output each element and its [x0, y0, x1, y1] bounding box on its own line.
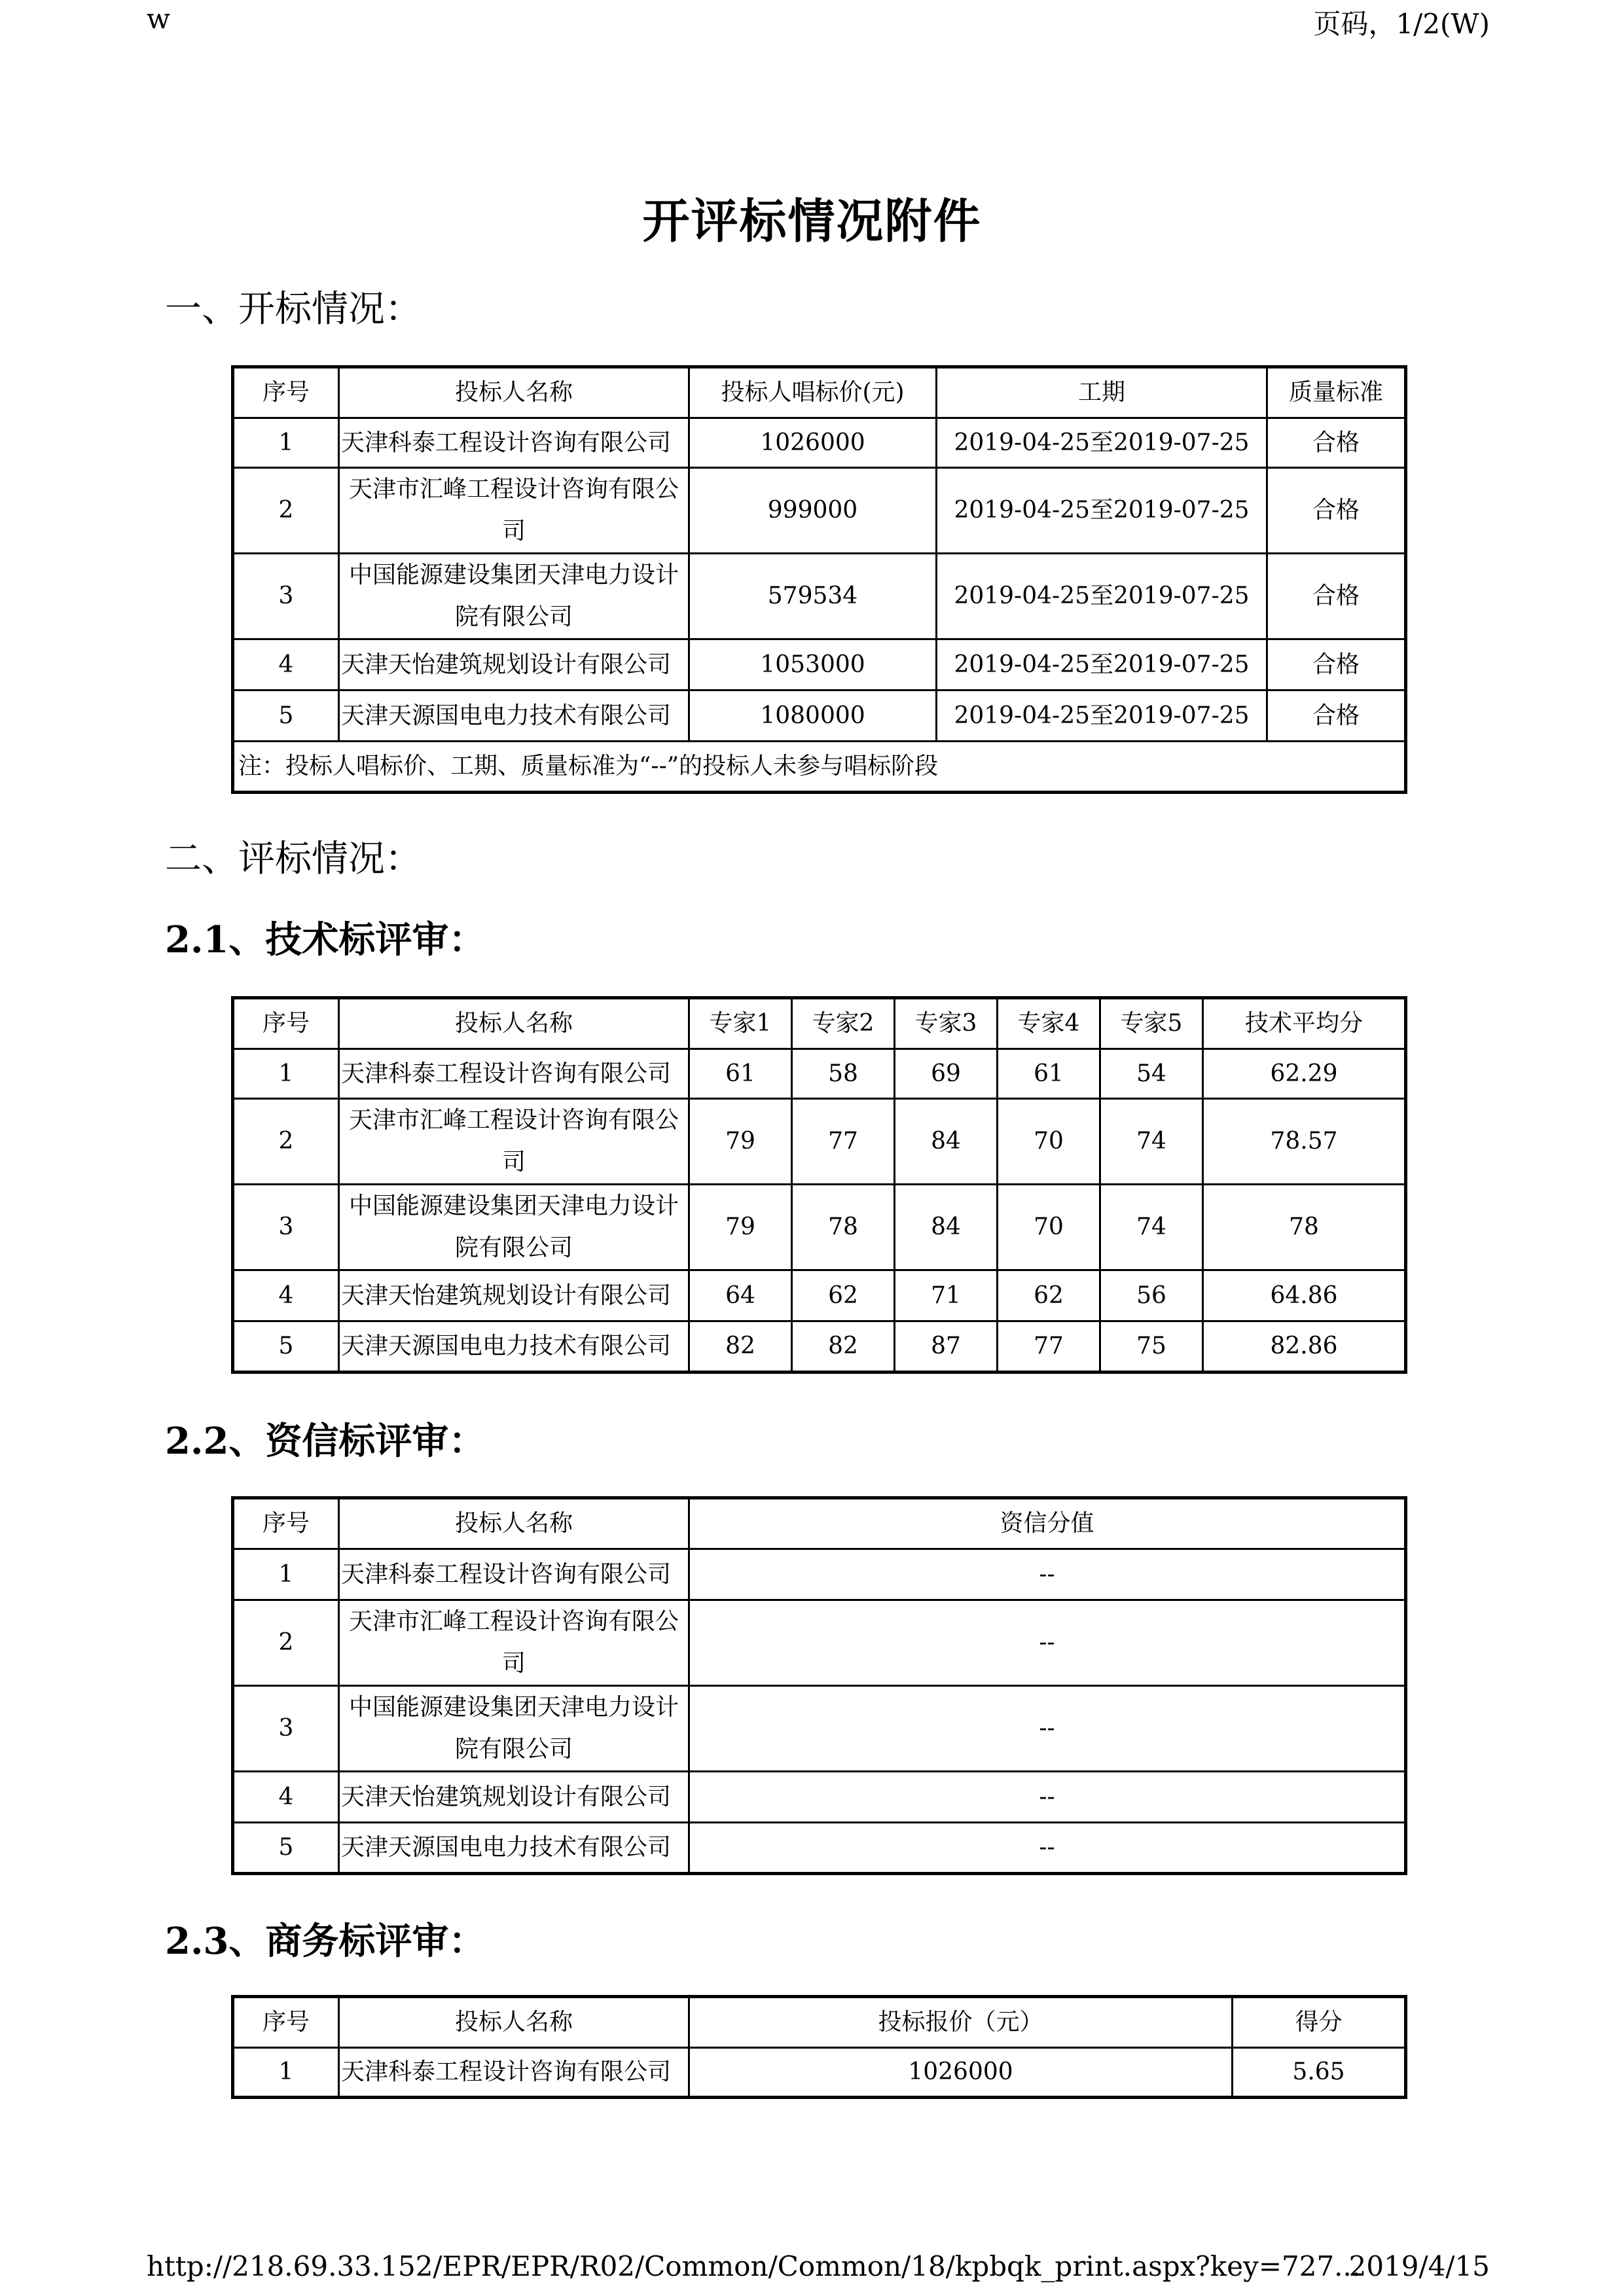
expert-score: 84: [895, 1099, 998, 1185]
bidder-name: 天津天怡建筑规划设计有限公司: [339, 1270, 689, 1321]
table-row: [233, 468, 1406, 554]
credit-score: --: [689, 1772, 1406, 1823]
table-header-row: [233, 1997, 1406, 2048]
bidder-name: 天津市汇峰工程设计咨询有限公司: [339, 1600, 689, 1686]
expert-score: 62: [998, 1270, 1100, 1321]
column-header: 投标人名称: [339, 1997, 689, 2048]
note-row: [233, 742, 1406, 793]
row-index: 2: [233, 468, 339, 554]
table-row: [233, 1185, 1406, 1270]
expert-score: 62: [792, 1270, 895, 1321]
average-score: 64.86: [1203, 1270, 1406, 1321]
row-index: 2: [233, 1600, 339, 1686]
quality-standard: 合格: [1267, 468, 1406, 554]
row-index: 3: [233, 1686, 339, 1772]
bid-price: 999000: [689, 468, 937, 554]
bidder-name: 天津天源国电电力技术有限公司: [339, 1321, 689, 1372]
section-credit-heading: 2.2、资信标评审：: [165, 1420, 486, 1463]
bid-price: 1080000: [689, 691, 937, 742]
expert-score: 69: [895, 1049, 998, 1099]
column-header: 技术平均分: [1203, 998, 1406, 1049]
row-index: 4: [233, 639, 339, 691]
bid-price: 1053000: [689, 639, 937, 691]
column-header: 工期: [937, 367, 1267, 418]
average-score: 82.86: [1203, 1321, 1406, 1372]
section-bid-opening-heading: 一、开标情况：: [165, 288, 422, 331]
expert-score: 75: [1100, 1321, 1203, 1372]
technical-review-table: [231, 996, 1407, 1374]
expert-score: 79: [689, 1185, 792, 1270]
expert-score: 61: [689, 1049, 792, 1099]
bidder-name: 天津天源国电电力技术有限公司: [339, 1823, 689, 1874]
row-index: 4: [233, 1270, 339, 1321]
expert-score: 82: [792, 1321, 895, 1372]
column-header: 专家4: [998, 998, 1100, 1049]
bid-price: 579534: [689, 554, 937, 639]
quality-standard: 合格: [1267, 554, 1406, 639]
bidder-name: 中国能源建设集团天津电力设计院有限公司: [339, 1185, 689, 1270]
credit-score: --: [689, 1549, 1406, 1600]
table-row: [233, 554, 1406, 639]
table-row: [233, 691, 1406, 742]
table-row: [233, 2048, 1406, 2098]
expert-score: 74: [1100, 1185, 1203, 1270]
table-row: [233, 1823, 1406, 1874]
row-index: 2: [233, 1099, 339, 1185]
column-header: 序号: [233, 998, 339, 1049]
credit-review-table: [231, 1496, 1407, 1875]
bidder-name: 天津科泰工程设计咨询有限公司: [339, 1049, 689, 1099]
expert-score: 84: [895, 1185, 998, 1270]
expert-score: 54: [1100, 1049, 1203, 1099]
quality-standard: 合格: [1267, 691, 1406, 742]
footer-date: 2019/4/15: [1348, 2250, 1490, 2282]
page-number: 页码，1/2(W): [1313, 8, 1490, 40]
commercial-score: 5.65: [1233, 2048, 1406, 2098]
column-header: 投标人唱标价(元): [689, 367, 937, 418]
row-index: 5: [233, 691, 339, 742]
average-score: 78: [1203, 1185, 1406, 1270]
bid-price: 1026000: [689, 418, 937, 468]
expert-score: 71: [895, 1270, 998, 1321]
column-header: 专家3: [895, 998, 998, 1049]
credit-score: --: [689, 1823, 1406, 1874]
expert-score: 77: [792, 1099, 895, 1185]
duration: 2019-04-25至2019-07-25: [937, 691, 1267, 742]
table-row: [233, 1772, 1406, 1823]
expert-score: 87: [895, 1321, 998, 1372]
column-header: 质量标准: [1267, 367, 1406, 418]
row-index: 1: [233, 1549, 339, 1600]
quality-standard: 合格: [1267, 418, 1406, 468]
section-technical-heading: 2.1、技术标评审：: [165, 918, 486, 961]
credit-score: --: [689, 1686, 1406, 1772]
table-row: [233, 1321, 1406, 1372]
row-index: 1: [233, 2048, 339, 2098]
table-row: [233, 1600, 1406, 1686]
column-header: 专家1: [689, 998, 792, 1049]
column-header: 投标人名称: [339, 1498, 689, 1549]
expert-score: 77: [998, 1321, 1100, 1372]
row-index: 3: [233, 554, 339, 639]
table-header-row: [233, 367, 1406, 418]
quality-standard: 合格: [1267, 639, 1406, 691]
expert-score: 78: [792, 1185, 895, 1270]
section-commercial-heading: 2.3、商务标评审：: [165, 1920, 486, 1963]
bidder-name: 天津天怡建筑规划设计有限公司: [339, 639, 689, 691]
page-title: 开评标情况附件: [642, 193, 982, 249]
table-row: [233, 418, 1406, 468]
footer-url: http://218.69.33.152/EPR/EPR/R02/Common/Common/18/kpbqk_print.aspx?key=727...: [147, 2250, 1361, 2282]
average-score: 78.57: [1203, 1099, 1406, 1185]
duration: 2019-04-25至2019-07-25: [937, 418, 1267, 468]
row-index: 5: [233, 1321, 339, 1372]
bid-quote: 1026000: [689, 2048, 1233, 2098]
column-header: 得分: [1233, 1997, 1406, 2048]
table-row: [233, 1099, 1406, 1185]
bidder-name: 天津天源国电电力技术有限公司: [339, 691, 689, 742]
table-row: [233, 1049, 1406, 1099]
table-row: [233, 1686, 1406, 1772]
column-header: 投标人名称: [339, 998, 689, 1049]
row-index: 5: [233, 1823, 339, 1874]
expert-score: 74: [1100, 1099, 1203, 1185]
bidder-name: 中国能源建设集团天津电力设计院有限公司: [339, 554, 689, 639]
duration: 2019-04-25至2019-07-25: [937, 468, 1267, 554]
column-header: 投标人名称: [339, 367, 689, 418]
column-header: 专家5: [1100, 998, 1203, 1049]
bidder-name: 天津市汇峰工程设计咨询有限公司: [339, 1099, 689, 1185]
bidder-name: 天津市汇峰工程设计咨询有限公司: [339, 468, 689, 554]
expert-score: 64: [689, 1270, 792, 1321]
expert-score: 61: [998, 1049, 1100, 1099]
row-index: 3: [233, 1185, 339, 1270]
table-row: [233, 1549, 1406, 1600]
table-note: 注：投标人唱标价、工期、质量标准为“--”的投标人未参与唱标阶段: [233, 742, 1406, 793]
expert-score: 70: [998, 1099, 1100, 1185]
column-header: 专家2: [792, 998, 895, 1049]
bidder-name: 天津科泰工程设计咨询有限公司: [339, 2048, 689, 2098]
expert-score: 56: [1100, 1270, 1203, 1321]
section-evaluation-heading: 二、评标情况：: [165, 838, 422, 880]
bidder-name: 天津科泰工程设计咨询有限公司: [339, 418, 689, 468]
row-index: 4: [233, 1772, 339, 1823]
expert-score: 70: [998, 1185, 1100, 1270]
duration: 2019-04-25至2019-07-25: [937, 639, 1267, 691]
expert-score: 58: [792, 1049, 895, 1099]
column-header: 序号: [233, 1997, 339, 2048]
table-row: [233, 1270, 1406, 1321]
duration: 2019-04-25至2019-07-25: [937, 554, 1267, 639]
bidder-name: 天津天怡建筑规划设计有限公司: [339, 1772, 689, 1823]
credit-score: --: [689, 1600, 1406, 1686]
column-header: 序号: [233, 1498, 339, 1549]
bidder-name: 天津科泰工程设计咨询有限公司: [339, 1549, 689, 1600]
expert-score: 82: [689, 1321, 792, 1372]
bidder-name: 中国能源建设集团天津电力设计院有限公司: [339, 1686, 689, 1772]
header-left-text: w: [147, 3, 170, 35]
column-header: 序号: [233, 367, 339, 418]
row-index: 1: [233, 418, 339, 468]
row-index: 1: [233, 1049, 339, 1099]
expert-score: 79: [689, 1099, 792, 1185]
table-header-row: [233, 1498, 1406, 1549]
commercial-review-table: [231, 1995, 1407, 2099]
table-row: [233, 639, 1406, 691]
column-header: 资信分值: [689, 1498, 1406, 1549]
table-header-row: [233, 998, 1406, 1049]
bid-opening-table: [231, 365, 1407, 794]
column-header: 投标报价（元）: [689, 1997, 1233, 2048]
average-score: 62.29: [1203, 1049, 1406, 1099]
